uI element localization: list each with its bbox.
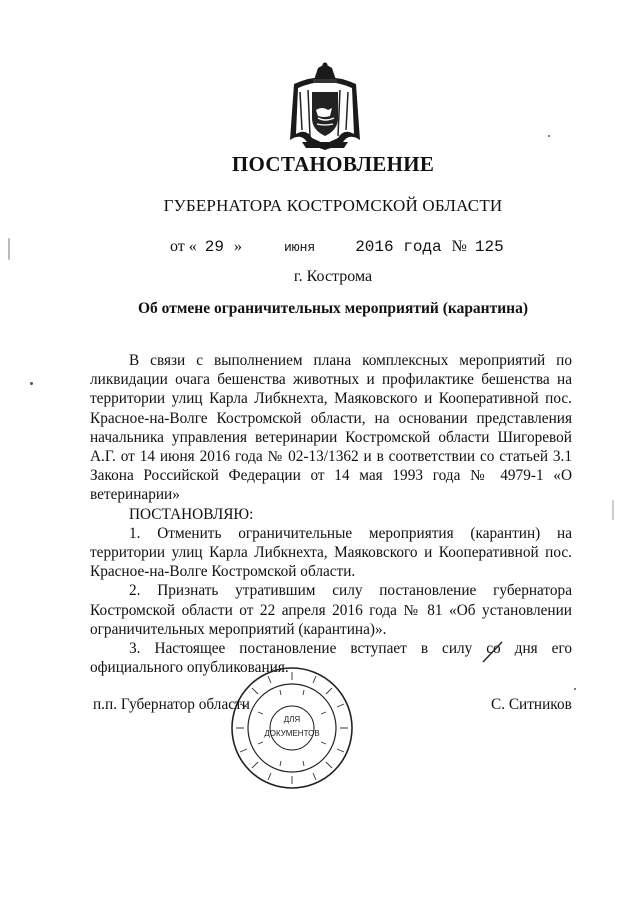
scan-speck — [612, 500, 614, 520]
body-paragraph-item-2: 2. Признать утратившим силу постановление губернатора Костромской области от 22 апреля 2016 года № 81 «Об установлении ограничительных мероприятий (карантина)». — [90, 582, 572, 638]
handwritten-signature-mark — [480, 640, 506, 664]
document-city: г. Кострома — [293, 268, 373, 285]
scan-speck — [8, 238, 10, 260]
date-day: 29 — [204, 238, 224, 256]
signature-name: С. Ситников — [491, 696, 572, 713]
scan-speck — [30, 382, 33, 385]
scan-speck — [548, 135, 550, 137]
date-month: июня — [283, 240, 316, 255]
document-date-line — [170, 238, 504, 256]
coat-of-arms-emblem — [288, 62, 362, 154]
number-sign: № — [451, 238, 467, 255]
signature-position: п.п. Губернатор области — [93, 696, 250, 713]
document-number: 125 — [474, 238, 504, 256]
date-year: 2016 года — [355, 238, 442, 256]
document-body — [90, 351, 572, 677]
body-paragraph-item-3: 3. Настоящее постановление вступает в силу со дня его официального опубликования. — [90, 640, 572, 677]
document-heading: Об отмене ограничительных мероприятий (карантина) — [137, 300, 529, 317]
document-issuer: ГУБЕРНАТОРА КОСТРОМСКОЙ ОБЛАСТИ — [163, 196, 503, 215]
official-stamp — [228, 664, 356, 792]
document-title: ПОСТАНОВЛЕНИЕ — [231, 152, 435, 176]
scan-speck — [574, 688, 576, 690]
body-paragraph-preamble: В связи с выполнением плана комплексных мероприятий по ликвидации очага бешенства животных и профилактике бешенства на территории улиц Карла Либкнехта, Маяковского и Кооперативной пос. Красное-на-Волге Костромской области, на основании представления начальника управления ветеринарии Костромской области Шигоревой А.Г. от 14 июня 2016 года № 02-13/1362 и в соответствии со статьей 3.1 Закона Российской Федерации от 14 мая 1993 года № 4979-1 «О ветеринарии» — [90, 352, 572, 504]
date-close-quote: » — [233, 238, 242, 255]
date-prefix: от « — [170, 238, 197, 255]
body-paragraph-item-1: 1. Отменить ограничительные мероприятия (карантин) на территории улиц Карла Либкнехта, Маяковского и Кооперативной пос. Красное-на-Волге Костромской области. — [90, 524, 572, 581]
body-paragraph-decree: ПОСТАНОВЛЯЮ: — [129, 505, 254, 523]
stamp-text-line-2: ДОКУМЕНТОВ — [264, 729, 320, 738]
stamp-text-line-1: ДЛЯ — [283, 715, 301, 724]
